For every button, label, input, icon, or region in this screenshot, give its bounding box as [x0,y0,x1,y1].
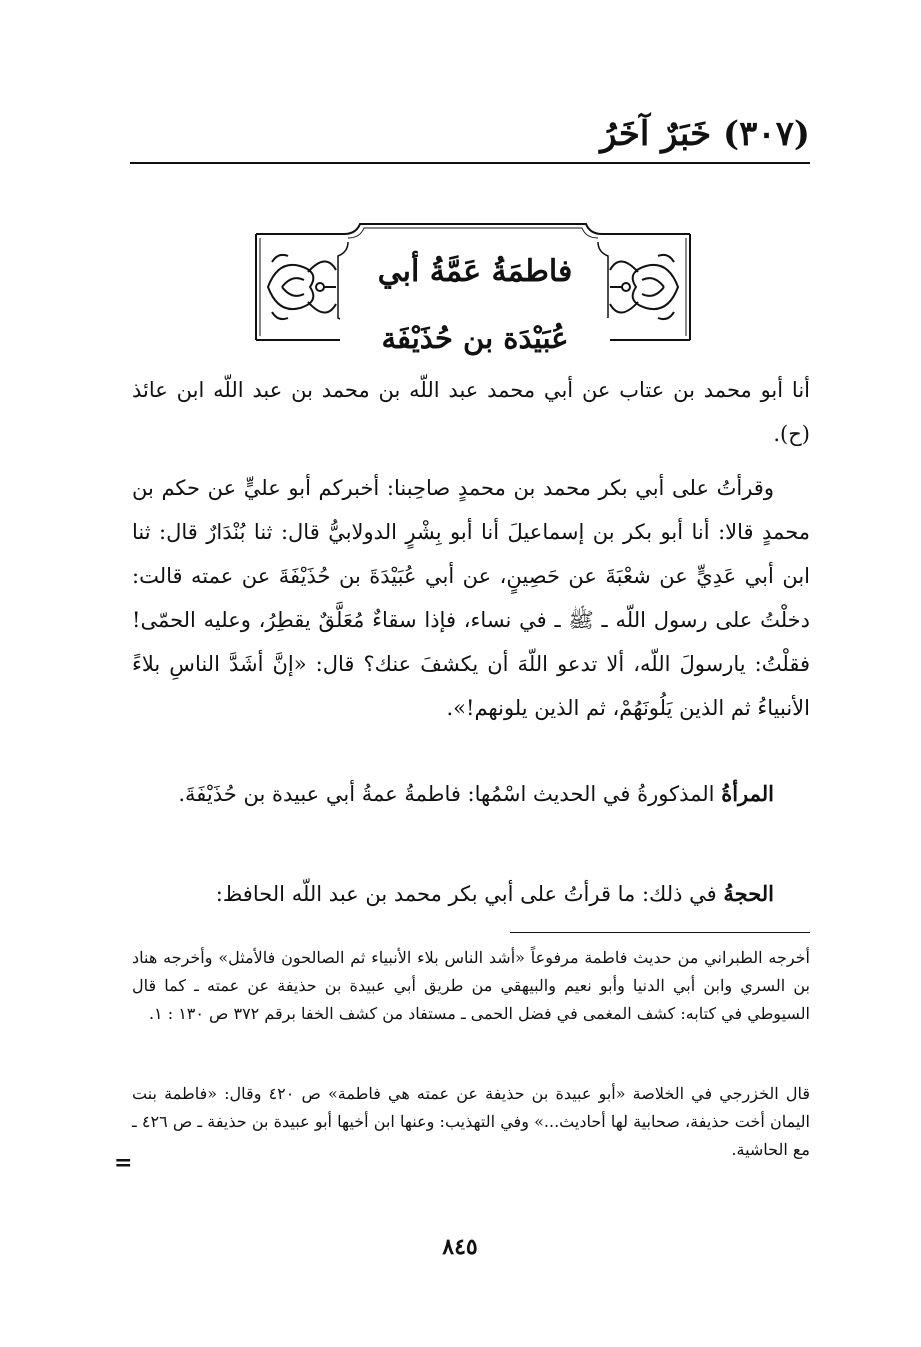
section-heading-line-2: عُبَيْدَة بن حُذَيْفَة [340,318,610,358]
paragraph-lead-word: المرأةُ [721,781,774,806]
footnote-2: قال الخزرجي في الخلاصة «أبو عبيدة بن حذيفة عن عمته هي فاطمة» ص ٤٢٠ وقال: «فاطمة بنت اليمان أخت حذيفة، صحابية لها أحاديث...» وفي التهذيب: وعنها ابن أخيها أبو عبيدة بن حذيفة ـ ص ٤٢٦ ـ مع الحاشية. [132,1084,810,1159]
chapter-title: (٣٠٧) خَبَرٌ آخَرُ [600,114,810,154]
page-number: ٨٤٥ [442,1234,478,1260]
footnote-1: أخرجه الطبراني من حديث فاطمة مرفوعاً «أشد الناس بلاء الأنبياء ثم الصالحون فالأمثل» وأخرجه هناد بن السري وابن أبي الدنيا وأبو نعيم والبيهقي من طريق أبي عبيدة بن حذيفة عن عمته ـ كما قال السيوطي في كتابه: كشف المغمى في فضل الحمى ـ مستفاد من كشف الخفا برقم ٣٧٢ ص ١٣٠ : ١. [132,948,810,1023]
running-header [130,112,810,164]
continuation-mark: = [114,1150,133,1176]
section-heading-line-1: فاطمَةُ عَمَّةُ أبي [377,254,573,289]
paragraph-hadith: وقرأتُ على أبي بكر محمد بن محمدٍ صاحِبنا: أخبركم أبو عليٍّ عن حكم بن محمدٍ قالا: أنا أبو بكر بن إسماعيلَ أنا أبو بِشْرٍ الدولابيُّ قال: ثنا بُنْدَارٌ قال: ثنا ابن أبي عَدِيٍّ عن شعْبَةَ عن حَصِينٍ، عن أبي عُبَيْدَةَ بن حُذَيْفَةَ عن عمته قالت: دخلْتُ على رسول اللّه ـ ﷺ ـ في نساء، فإذا سقاءٌ مُعَلَّقٌ يقطِرُ، وعليه الحمّى! فقلْتُ: يارسولَ اللّه، ألا تدعو اللّهَ أن يكشفَ عنك؟ قال: «إنَّ أشَدَّ الناسِ بلاءً الأنبياءُ ثم الذين يَلُونَهُمْ، ثم الذين يلونهم!». [132,476,810,720]
paragraph-text: في ذلك: ما قرأتُ على أبي بكر محمد بن عبد اللّه الحافظ: [215,882,724,906]
paragraph-evidence [132,872,810,916]
paragraph-woman-name [132,772,810,816]
paragraph-isnad: أنا أبو محمد بن عتاب عن أبي محمد عبد اللّه بن محمد بن عبد اللّه ابن عائذ (ح). [132,378,810,446]
paragraph-lead-word: الحجةُ [723,881,774,906]
paragraph-text: المذكورةُ في الحديث اسْمُها: فاطمةُ عمةُ أبي عبيدة بن حُذَيْفَةَ. [178,782,722,806]
header-rule [130,162,810,164]
footnote-separator [510,932,810,933]
